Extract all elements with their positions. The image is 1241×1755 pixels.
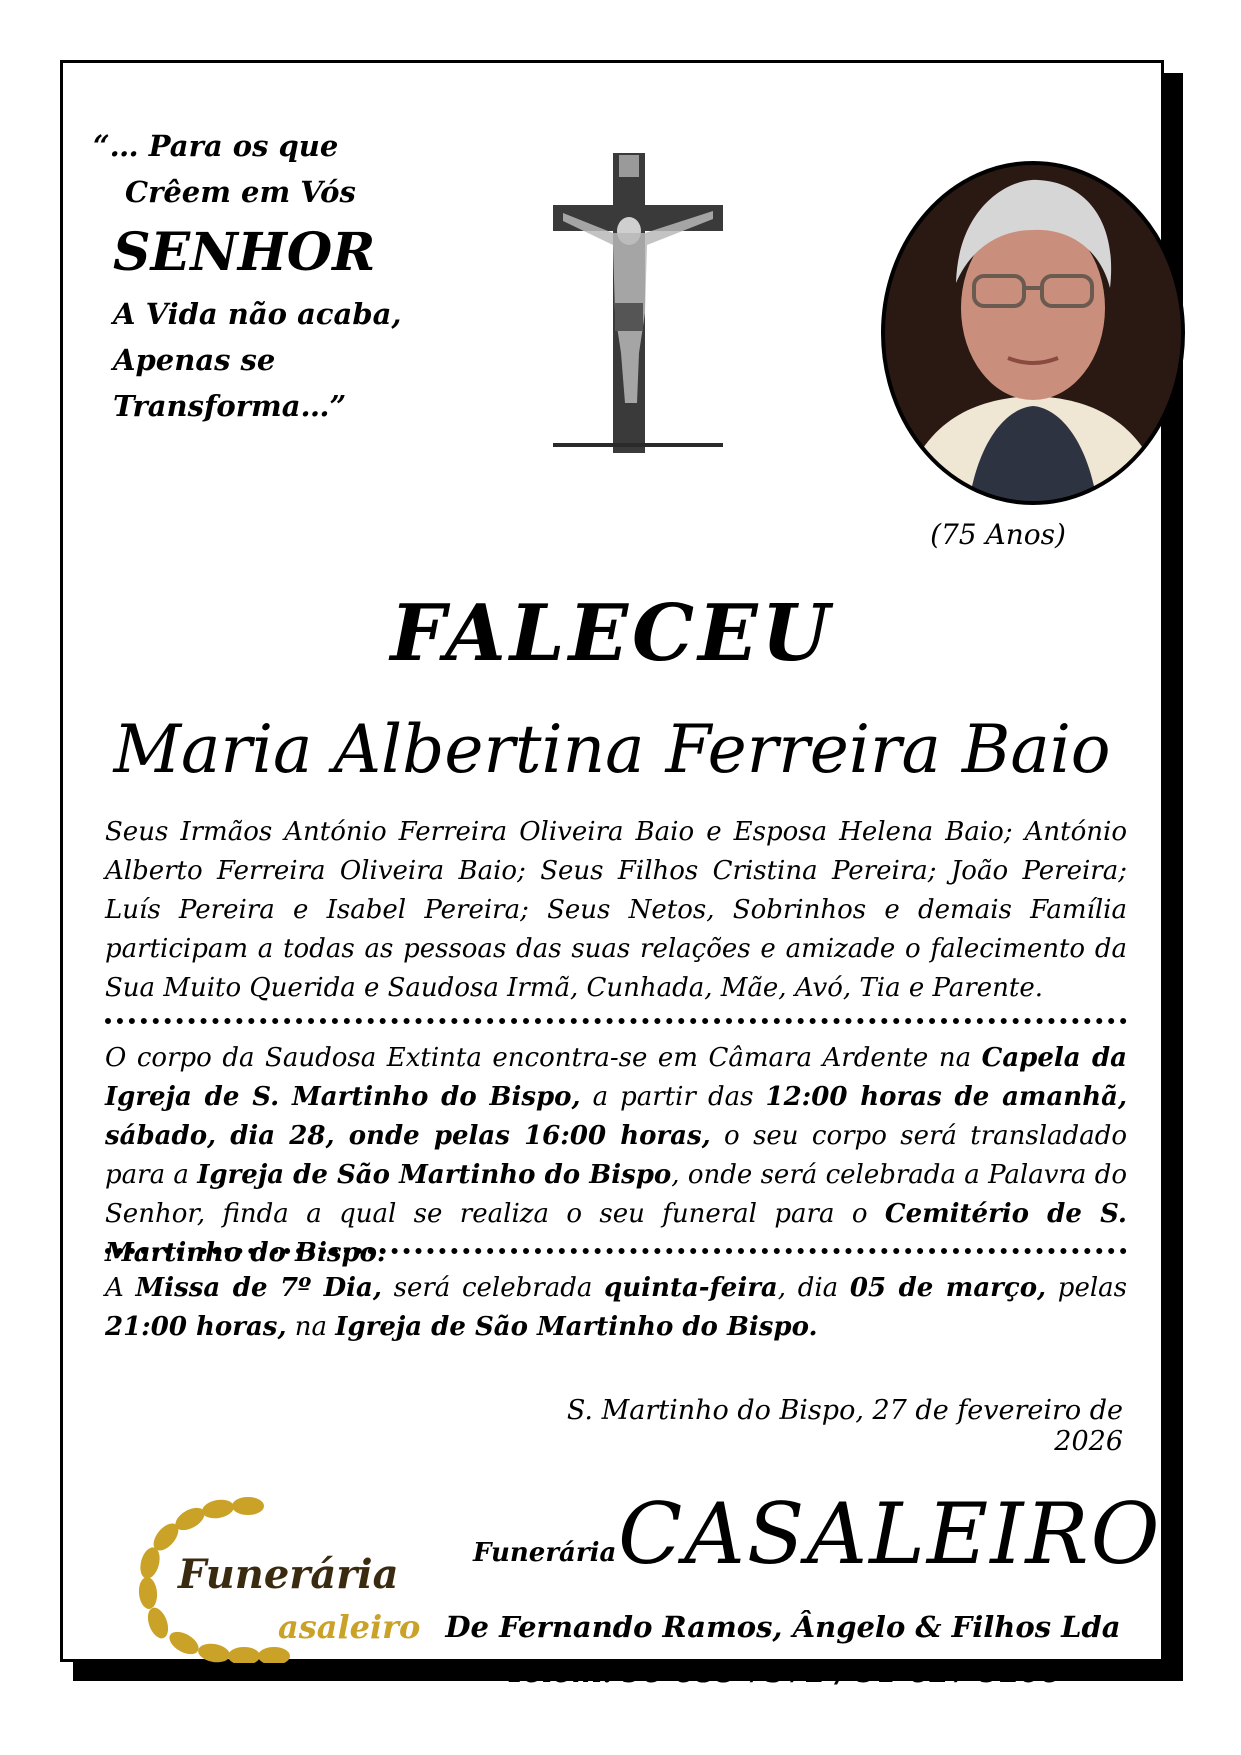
- mass-text-5: na: [286, 1312, 336, 1342]
- funeral-home-prefix: Funerária: [473, 1538, 617, 1568]
- quote-line-2: Crêem em Vós: [125, 175, 356, 209]
- deceased-photo: [878, 158, 1188, 508]
- age-label: (75 Anos): [930, 518, 1066, 551]
- dotted-divider: [105, 1018, 1127, 1024]
- mass-bold-3: 05 de março,: [849, 1273, 1047, 1303]
- mass-bold-1: Missa de 7º Dia,: [135, 1273, 382, 1303]
- mass-text-2: será celebrada: [381, 1273, 605, 1303]
- quote-line-1: “… Para os que: [93, 129, 339, 163]
- quote-line-5: Apenas se Transforma…”: [113, 343, 347, 423]
- funeral-bold-3: Igreja de São Martinho do Bispo: [197, 1160, 672, 1190]
- dotted-divider: [105, 1248, 1127, 1254]
- funeral-text-4: , onde será celebrada a Palavra do Senhor, finda a qual se realiza o seu funeral para o: [105, 1160, 1127, 1229]
- crucifix-icon: [553, 153, 723, 453]
- funeral-home-name: CASALEIRO: [618, 1485, 1162, 1583]
- mass-bold-2: quinta-feira: [604, 1273, 778, 1303]
- funeral-home-logo: [118, 1493, 438, 1663]
- funeral-bold-2: 12:00 horas de amanhã, sábado, dia 28, onde pelas 16:00 horas,: [105, 1082, 1127, 1151]
- quote-line-3: SENHOR: [113, 222, 376, 283]
- obituary-card: [60, 60, 1164, 1689]
- funeral-text-3: o seu corpo será transladado para a: [105, 1121, 1127, 1190]
- funeral-home-owners: De Fernando Ramos, Ângelo & Filhos Lda: [445, 1610, 1121, 1644]
- funeral-bold-4: Cemitério de S. Martinho do Bispo.: [105, 1199, 1127, 1268]
- funeral-paragraph: [105, 1039, 1127, 1273]
- deceased-name: Maria Albertina Ferreira Baio: [113, 711, 1111, 788]
- mass-text-1: A: [105, 1273, 136, 1303]
- mass-bold-4: 21:00 horas,: [105, 1312, 287, 1342]
- logo-line-1: Funerária: [178, 1551, 399, 1598]
- funeral-text-2: a partir das: [580, 1082, 766, 1112]
- mass-bold-5: Igreja de São Martinho do Bispo.: [335, 1312, 818, 1342]
- quote-line-4: A Vida não acaba,: [113, 297, 402, 331]
- mass-text-3: , dia: [777, 1273, 850, 1303]
- funeral-bold-1: Capela da Igreja de S. Martinho do Bispo,: [105, 1043, 1127, 1112]
- heading-faleceu: FALECEU: [390, 588, 834, 679]
- logo-line-2: asaleiro: [278, 1608, 421, 1646]
- religious-quote: [93, 123, 493, 429]
- mass-text-4: pelas: [1046, 1273, 1127, 1303]
- place-date: S. Martinho do Bispo, 27 de fevereiro de 2026: [566, 1395, 1123, 1457]
- mass-paragraph: [105, 1269, 1127, 1347]
- funeral-home-phones: Telem. 96-688 7572 / 91-627 9206: [505, 1655, 1061, 1689]
- funeral-text-1: O corpo da Saudosa Extinta encontra-se em Câmara Ardente na: [105, 1043, 982, 1073]
- family-paragraph: Seus Irmãos António Ferreira Oliveira Baio e Esposa Helena Baio; António Alberto Ferreira Oliveira Baio; Seus Filhos Cristina Pereira; João Pereira; Luís Pereira e Isabel Pereira; Seus Netos, Sobrinhos e demais Família participam a todas as pessoas das suas relações e amizade o falecimento da Sua Muito Querida e Saudosa Irmã, Cunhada, Mãe, Avó, Tia e Parente.: [105, 817, 1127, 1003]
